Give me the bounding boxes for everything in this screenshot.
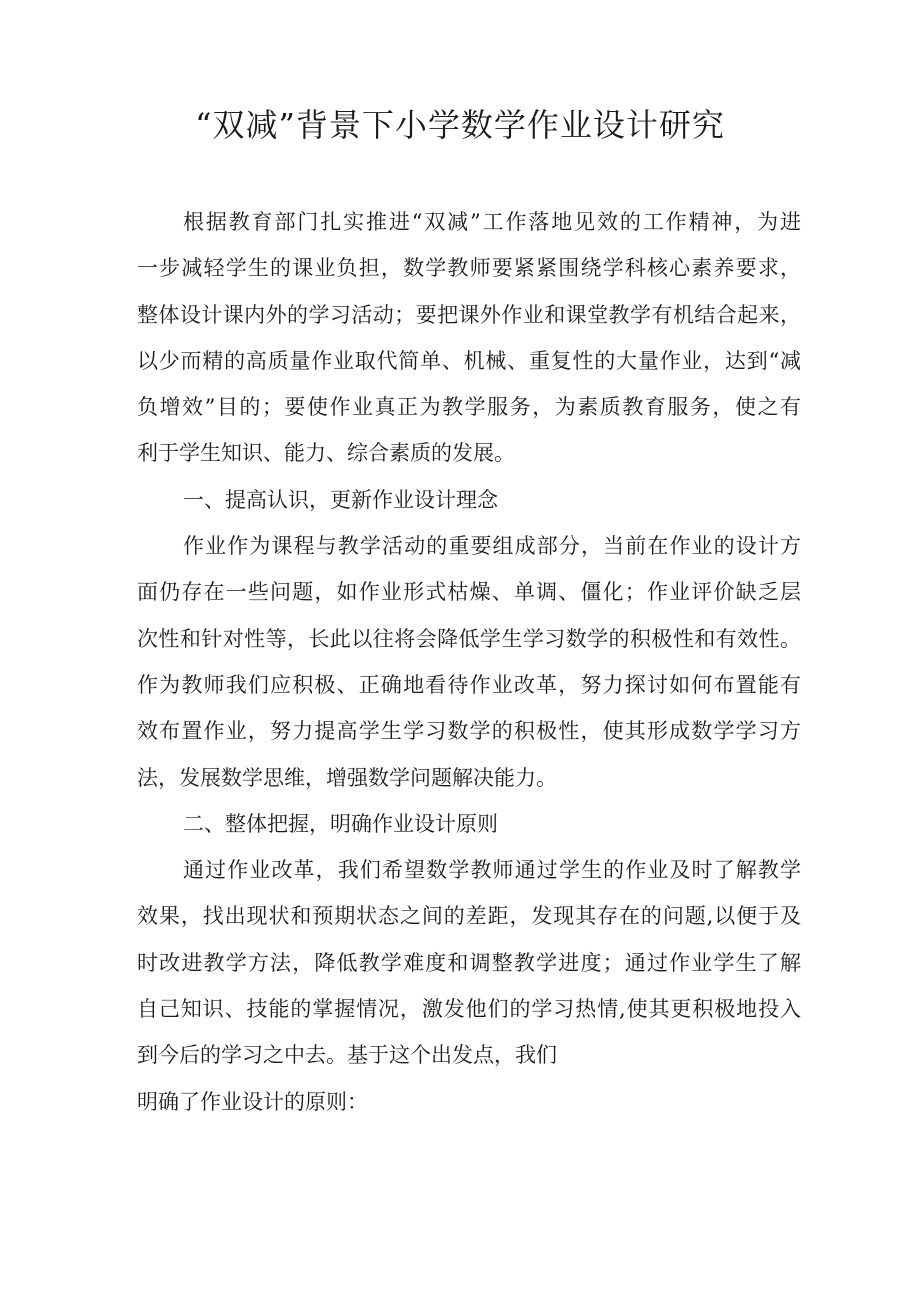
paragraph-line: 作业作为课程与教学活动的重要组成部分，当前在作业的设计方 <box>183 534 801 559</box>
paragraph-line: 自己知识、技能的掌握情况，激发他们的学习热情,使其更积极地投入 <box>137 997 801 1022</box>
paragraph-line: 根据教育部门扎实推进“双减”工作落地见效的工作精神，为进 <box>183 210 801 234</box>
paragraph-line: 通过作业改革，我们希望数学教师通过学生的作业及时了解教学 <box>183 858 801 883</box>
paragraph-line: 一步减轻学生的课业负担，数学教师要紧紧围绕学科核心素养要求， <box>137 256 801 281</box>
paragraph-line: 效果，找出现状和预期状态之间的差距，发现其存在的问题,以便于及 <box>137 904 801 929</box>
paragraph-line: 明确了作业设计的原则： <box>137 1089 368 1114</box>
paragraph-line: 次性和针对性等，长此以往将会降低学生学习数学的积极性和有效性。 <box>137 626 801 651</box>
paragraph-line: 负增效”目的；要使作业真正为教学服务，为素质教育服务，使之有 <box>137 395 801 420</box>
paragraph-line: 面仍存在一些问题，如作业形式枯燥、单调、僵化；作业评价缺乏层 <box>137 580 801 605</box>
paragraph-line: 时改进教学方法，降低教学难度和调整教学进度；通过作业学生了解 <box>137 950 801 975</box>
section-heading: 一、提高认识，更新作业设计理念 <box>183 487 498 512</box>
paragraph-line: 法，发展数学思维，增强数学问题解决能力。 <box>137 765 557 790</box>
paragraph-line: 以少而精的高质量作业取代简单、机械、重复性的大量作业，达到“减 <box>137 348 801 373</box>
document-title: “双减”背景下小学数学作业设计研究 <box>195 106 725 144</box>
paragraph-line: 到今后的学习之中去。基于这个出发点，我们 <box>137 1043 557 1068</box>
paragraph-line: 效布置作业，努力提高学生学习数学的积极性，使其形成数学学习方 <box>137 719 801 744</box>
document-body <box>137 199 801 1125</box>
paragraph-line: 作为教师我们应积极、正确地看待作业改革，努力探讨如何布置能有 <box>137 672 801 697</box>
section-heading: 二、整体把握，明确作业设计原则 <box>183 811 498 836</box>
paragraph-line: 整体设计课内外的学习活动；要把课外作业和课堂教学有机结合起来， <box>137 302 801 327</box>
paragraph-line: 利于学生知识、能力、综合素质的发展。 <box>137 441 515 466</box>
